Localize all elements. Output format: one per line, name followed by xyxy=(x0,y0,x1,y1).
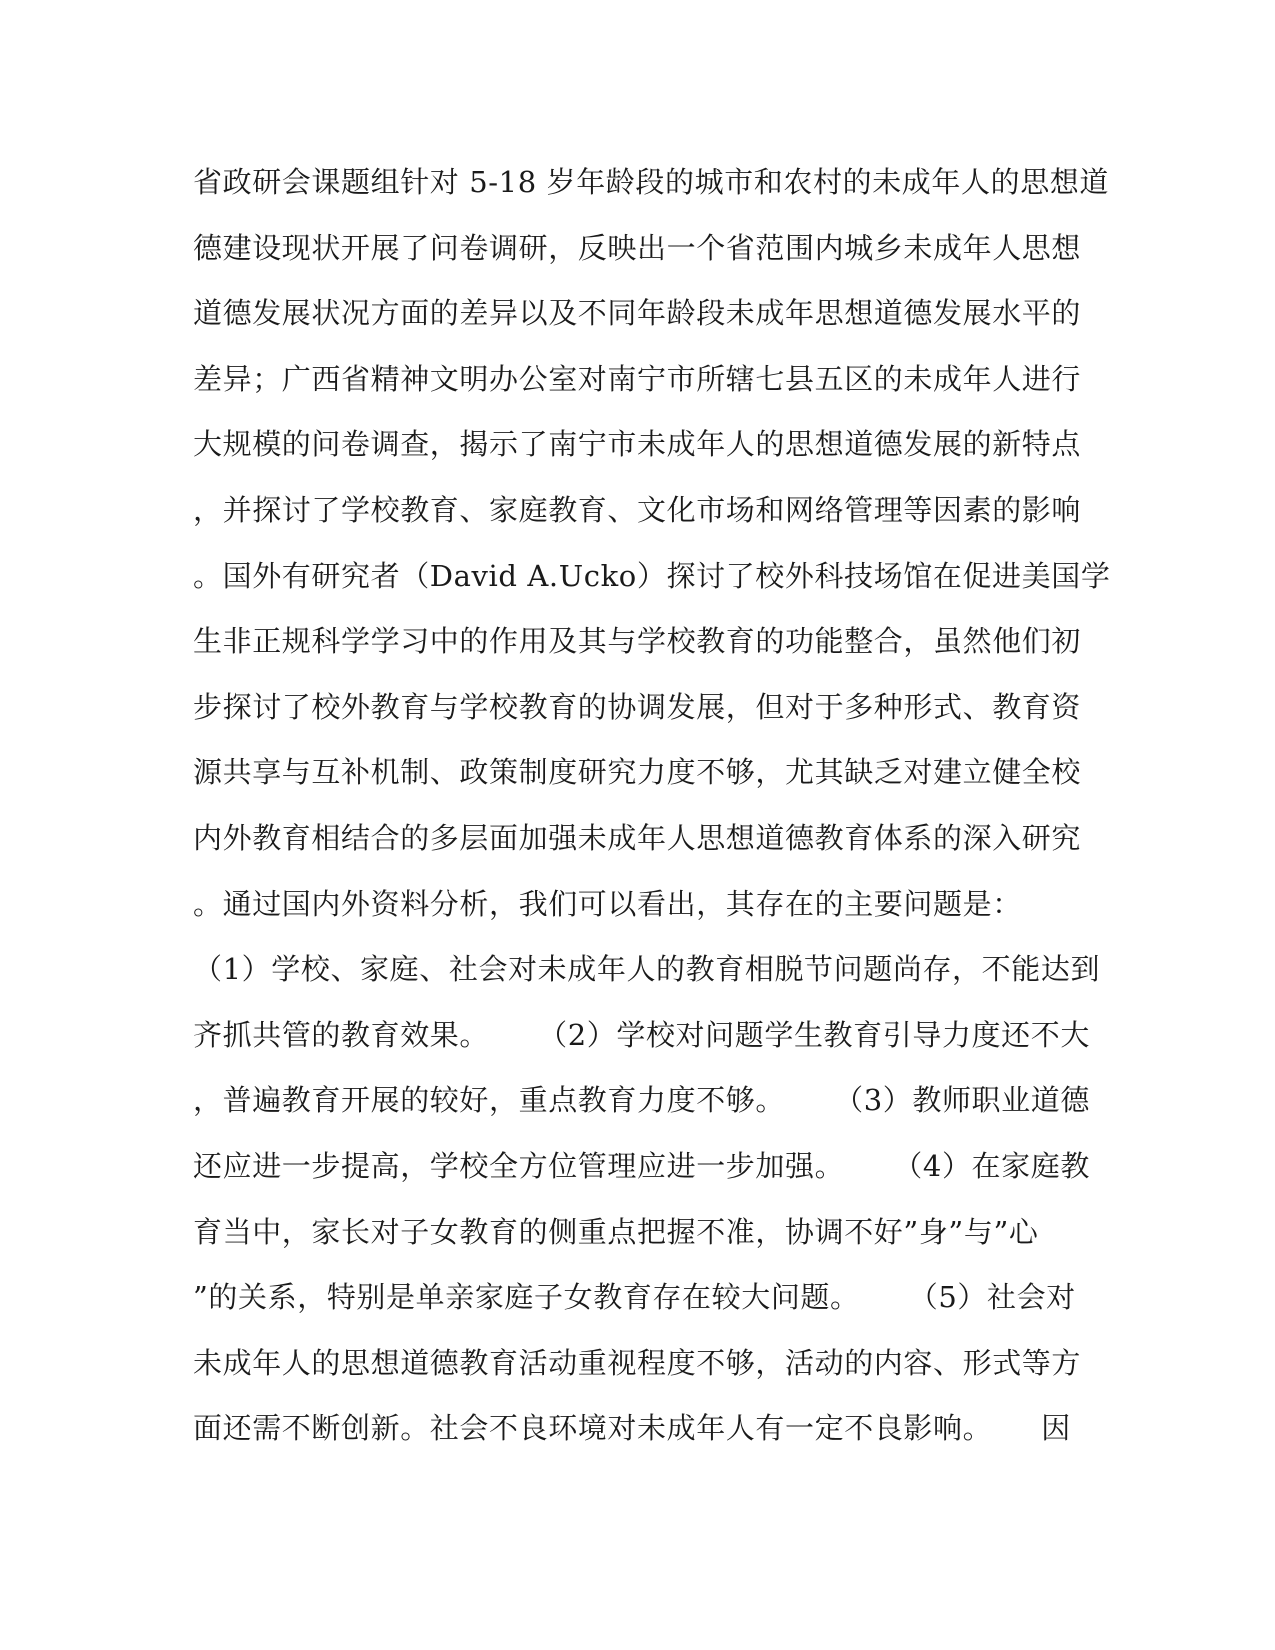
body-text xyxy=(193,160,1111,1472)
text-line: ”的关系，特别是单亲家庭子女教育存在较大问题。 （5）社会对 xyxy=(193,1280,1076,1315)
text-line: 源共享与互补机制、政策制度研究力度不够，尤其缺乏对建立健全校 xyxy=(193,755,1082,790)
text-line: 步探讨了校外教育与学校教育的协调发展，但对于多种形式、教育资 xyxy=(193,689,1082,724)
text-line: 。国外有研究者（David A.Ucko）探讨了校外科技场馆在促进美国学 xyxy=(193,558,1111,593)
text-line: 。通过国内外资料分析，我们可以看出，其存在的主要问题是： xyxy=(193,886,1022,921)
text-line: 还应进一步提高，学校全方位管理应进一步加强。 （4）在家庭教 xyxy=(193,1148,1090,1183)
text-line: 育当中，家长对子女教育的侧重点把握不准，协调不好”身”与”心 xyxy=(193,1214,1039,1249)
text-line: （1）学校、家庭、社会对未成年人的教育相脱节问题尚存，不能达到 xyxy=(193,952,1101,987)
text-line: 内外教育相结合的多层面加强未成年人思想道德教育体系的深入研究 xyxy=(193,820,1082,855)
text-line: 齐抓共管的教育效果。 （2）学校对问题学生教育引导力度还不大 xyxy=(193,1017,1090,1052)
text-line: 未成年人的思想道德教育活动重视程度不够，活动的内容、形式等方 xyxy=(193,1345,1082,1380)
text-line: ，并探讨了学校教育、家庭教育、文化市场和网络管理等因素的影响 xyxy=(193,492,1082,527)
text-line: 德建设现状开展了问卷调研，反映出一个省范围内城乡未成年人思想 xyxy=(193,230,1082,265)
text-line: 差异；广西省精神文明办公室对南宁市所辖七县五区的未成年人进行 xyxy=(193,361,1082,396)
text-line: ，普遍教育开展的较好，重点教育力度不够。 （3）教师职业道德 xyxy=(193,1083,1090,1118)
text-line: 生非正规科学学习中的作用及其与学校教育的功能整合，虽然他们初 xyxy=(193,624,1082,659)
text-line: 省政研会课题组针对 5-18 岁年龄段的城市和农村的未成年人的思想道 xyxy=(193,165,1109,199)
text-line: 道德发展状况方面的差异以及不同年龄段未成年思想道德发展水平的 xyxy=(193,296,1082,331)
text-line: 面还需不断创新。社会不良环境对未成年人有一定不良影响。 因 xyxy=(193,1411,1071,1446)
text-line: 大规模的问卷调查，揭示了南宁市未成年人的思想道德发展的新特点 xyxy=(193,427,1082,462)
